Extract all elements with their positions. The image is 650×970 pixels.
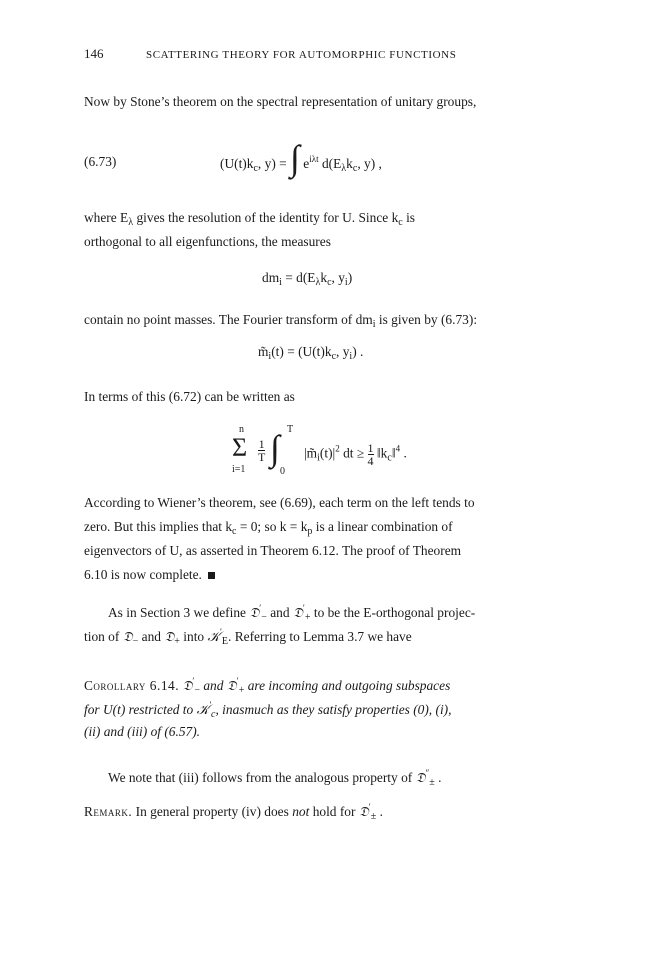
corollary-line1: Corollary 6.14. 𝔇′$_-$ and 𝔇′$_+$ are incoming and outgoing subspaces — [84, 676, 451, 696]
paragraph-wiener-line2: zero. But this implies that $k_c = 0$; so $k = k_p$ is a linear combination of — [84, 519, 453, 537]
paragraph-section3-line1: As in Section 3 we define 𝔇′$_-$ and 𝔇′$_+$ to be the E-orthogonal projec- — [108, 603, 476, 623]
paragraph-terms: In terms of this (6.72) can be written as — [84, 389, 295, 404]
sum-upper-limit: n — [239, 424, 244, 435]
paragraph-stone: Now by Stone’s theorem on the spectral representation of unitary groups, — [84, 94, 477, 109]
integral-sign: ∫ — [270, 428, 280, 468]
equation-673: ($U(t)k_c$, y) = ∫ $e^{i\lambda t}$ $d(E_\lambda k_c$, y) , — [220, 138, 382, 178]
sum-body: $|m̃_i(t)|^2$ dt ≥ $\frac{1}{4}$ $‖k_c‖^4$ . — [304, 441, 407, 468]
fraction-one-over-t: $\frac{1}{T}$ — [258, 437, 266, 464]
qed-square-icon — [208, 572, 215, 579]
corollary-label: Corollary 6.14. — [84, 678, 180, 693]
paragraph-note: We note that (iii) follows from the analogous property of 𝔇″$_\pm$ . — [108, 768, 442, 788]
paragraph-resolution-line1: where $E_\lambda$ gives the resolution of the identity for U. Since $k_c$ is — [84, 210, 416, 228]
corollary-line2: for U(t) restricted to 𝒦′$_c$, inasmuch as they satisfy properties (0), (i), — [84, 700, 452, 720]
sum-lower-limit: i=1 — [232, 464, 246, 475]
integral-lower-limit: 0 — [280, 466, 285, 477]
remark-label: Remark. — [84, 804, 133, 819]
paragraph-wiener-line3: eigenvectors of U, as asserted in Theorem 6.12. The proof of Theorem — [84, 543, 462, 558]
corollary-line3: (ii) and (iii) of (6.57). — [84, 724, 201, 739]
sigma-symbol: Σ — [232, 433, 248, 462]
equation-sum — [232, 426, 532, 486]
remark: Remark. In general property (iv) does not hold for 𝔇′$_\pm$ . — [84, 802, 383, 822]
equation-dm: $dm_i = d(E_\lambda k_c$, $y_i$) — [262, 270, 353, 288]
paragraph-fourier: contain no point masses. The Fourier transform of $dm_i$ is given by (6.73): — [84, 312, 478, 330]
paragraph-wiener-line4: 6.10 is now complete. — [84, 567, 215, 583]
equation-number-673: (6.73) — [84, 154, 117, 169]
integral-sign: ∫ — [290, 138, 300, 178]
running-title: SCATTERING THEORY FOR AUTOMORPHIC FUNCTIONS — [146, 49, 457, 61]
paragraph-resolution-line2: orthogonal to all eigenfunctions, the measures — [84, 234, 331, 249]
page-number: 146 — [84, 46, 104, 61]
integral-upper-limit: T — [287, 424, 294, 435]
equation-m-tilde: $m̃_i(t) = (U(t)k_c$, $y_i$) . — [258, 344, 364, 362]
paragraph-section3-line2: tion of 𝔇$_-$ and 𝔇$_+$ into 𝒦′$_E$. Referring to Lemma 3.7 we have — [84, 627, 412, 647]
paragraph-wiener-line1: According to Wiener’s theorem, see (6.69), each term on the left tends to — [84, 495, 475, 510]
